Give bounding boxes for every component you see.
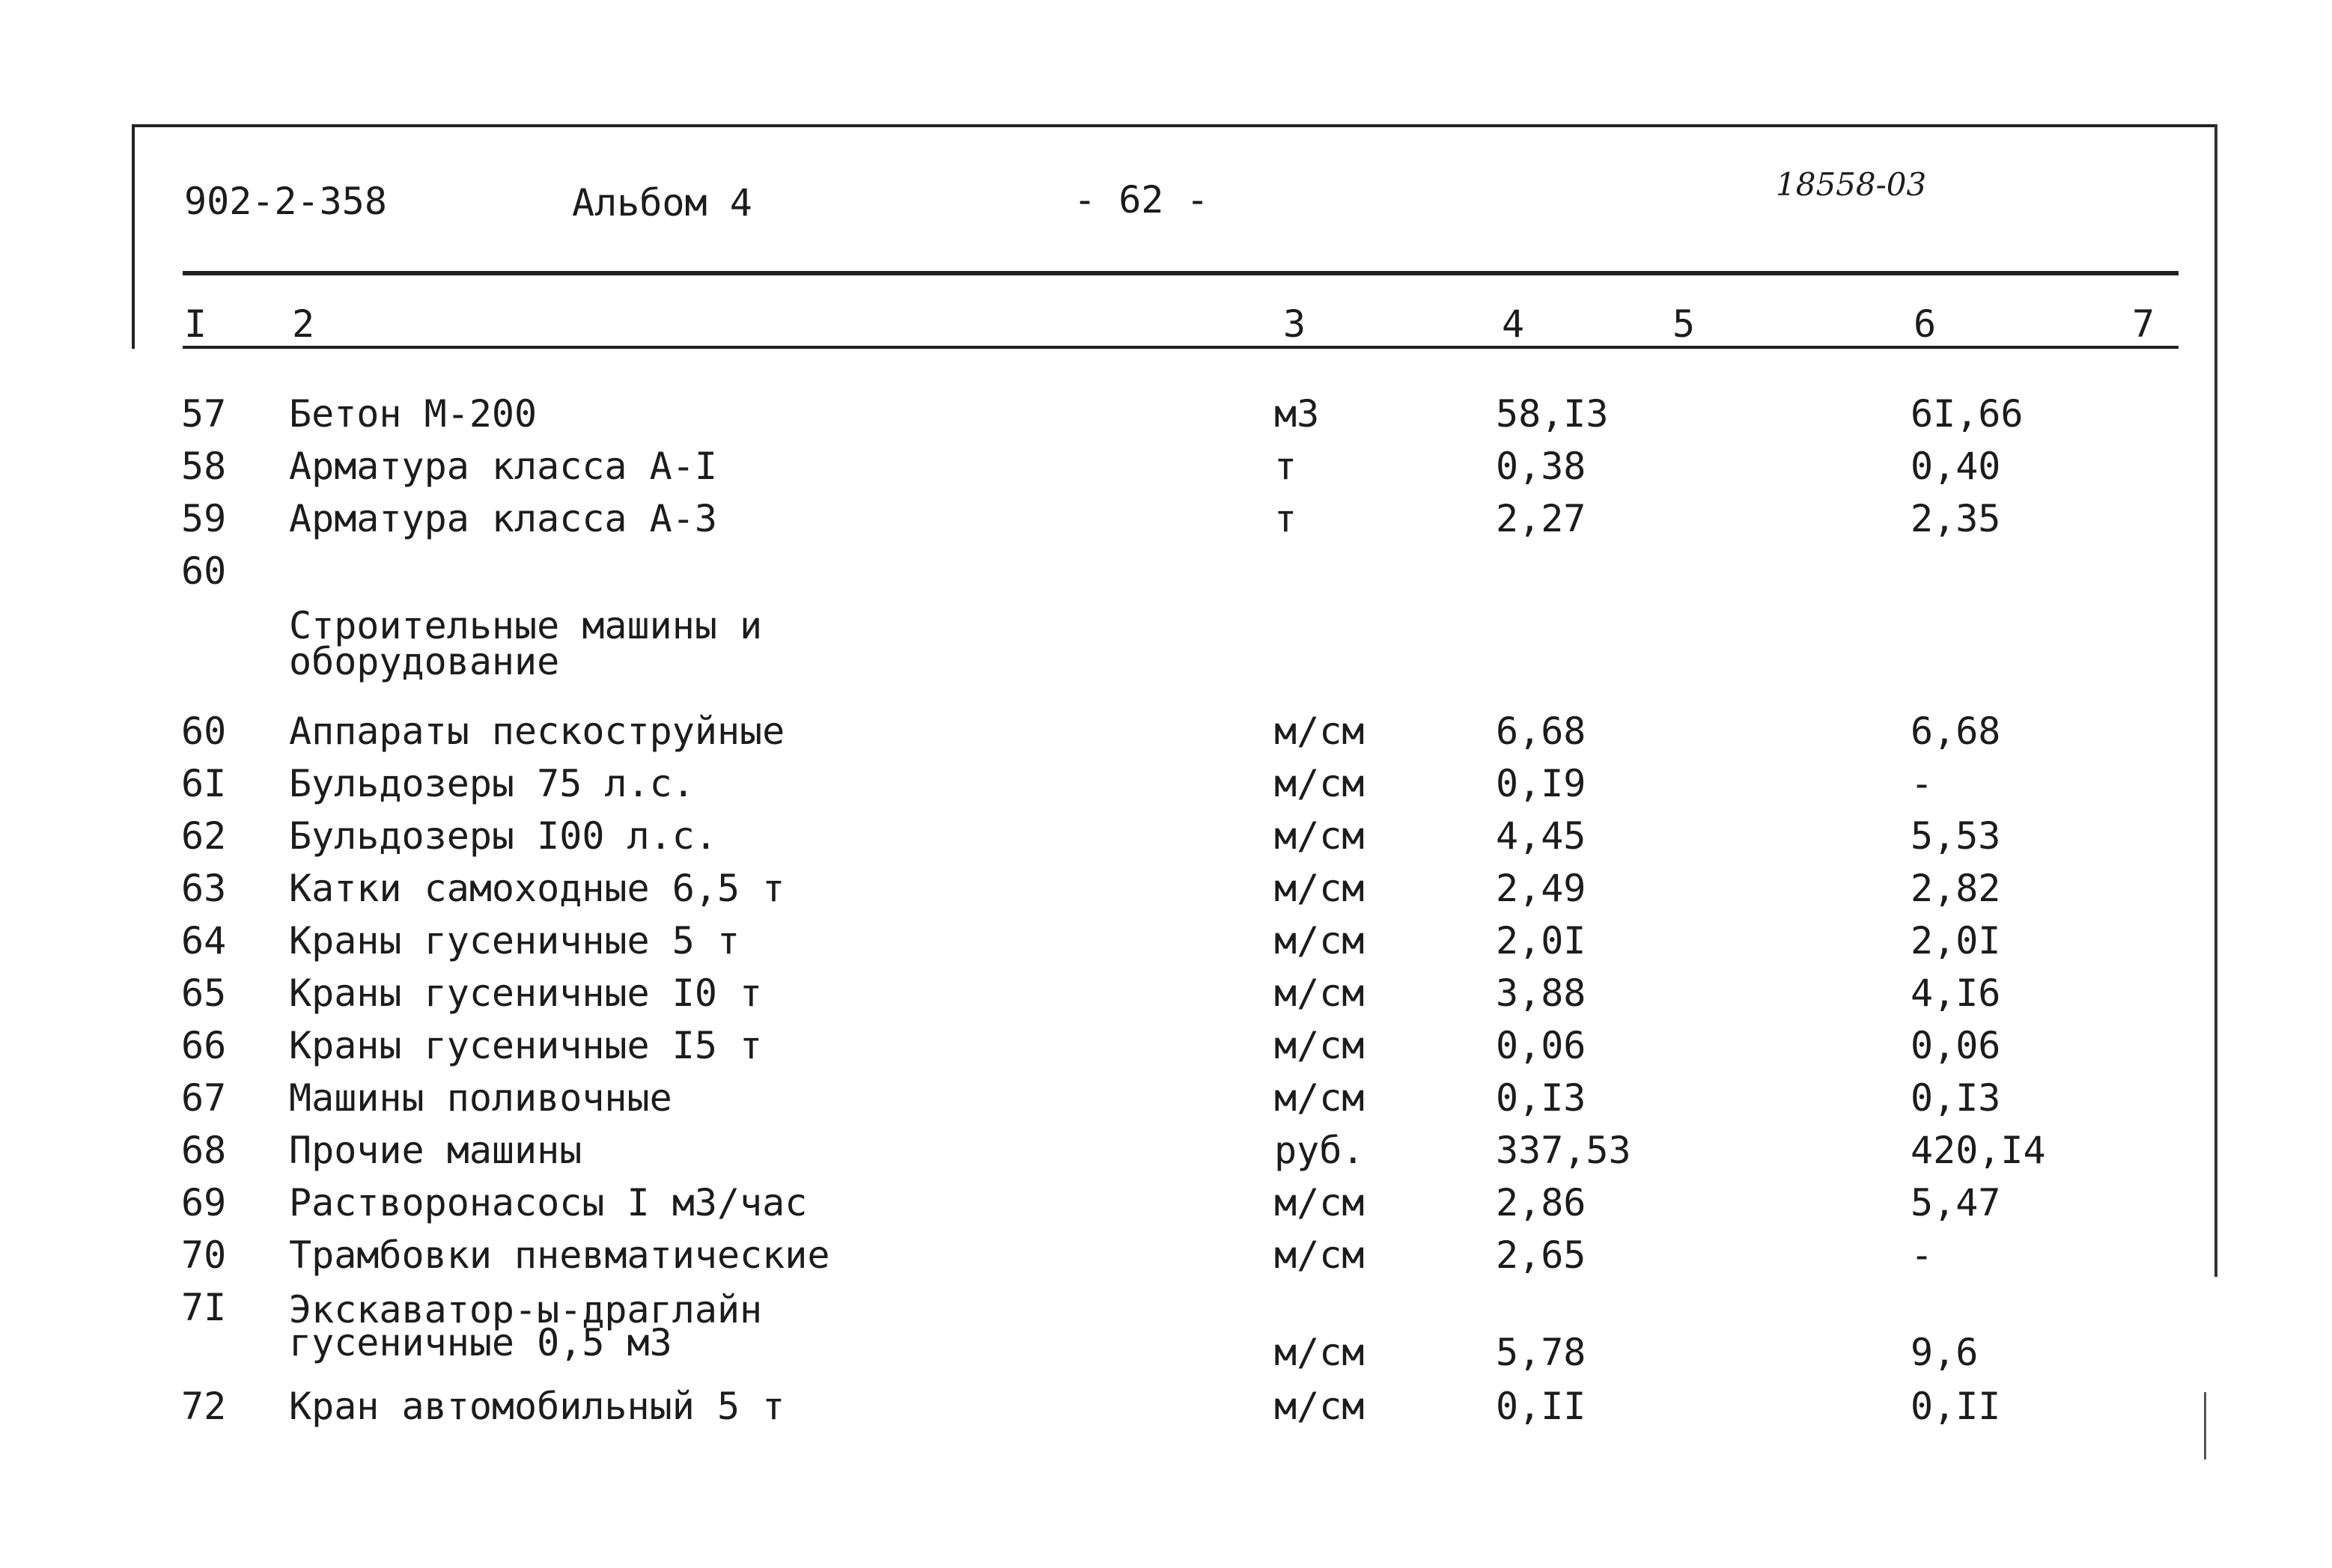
row-value-col6: 0,II: [1911, 1385, 2001, 1428]
table-row: [0, 971, 2332, 1019]
frame-top-border: [132, 124, 2217, 127]
row-value-col4: 6,68: [1496, 710, 1586, 753]
row-unit: м3: [1274, 392, 1320, 436]
row-number: 60: [181, 710, 227, 753]
table-row: [0, 1181, 2332, 1229]
column-header-divider: [183, 346, 2179, 349]
row-name: Бульдозеры I00 л.с.: [289, 814, 717, 858]
row-number: 60: [181, 549, 227, 593]
row-value-col6: 2,82: [1911, 867, 2001, 910]
row-value-col6: -: [1911, 1233, 1934, 1277]
row-number: 65: [181, 971, 227, 1015]
row-value-col6: 0,06: [1911, 1024, 2001, 1067]
row-value-col4: 0,I9: [1496, 762, 1586, 805]
document-code: 902-2-358: [184, 180, 387, 223]
row-name: Краны гусеничные I0 т: [289, 971, 763, 1015]
table-row: [0, 392, 2332, 440]
row-number: 68: [181, 1129, 227, 1172]
row-name: Прочие машины: [289, 1129, 582, 1172]
table-row: [0, 1385, 2332, 1433]
row-unit: т: [1274, 445, 1297, 488]
album-label: Альбом 4: [572, 181, 752, 225]
row-name: Бетон М-200: [289, 392, 538, 436]
row-value-col4: 2,49: [1496, 867, 1586, 910]
row-unit: м/см: [1274, 919, 1365, 963]
table-row: [0, 1233, 2332, 1281]
table-row: [0, 919, 2332, 967]
row-number: 7I: [181, 1286, 227, 1329]
row-unit: м/см: [1274, 1024, 1365, 1067]
row-value-col4: 0,II: [1496, 1385, 1586, 1428]
row-name: Арматура класса А-3: [289, 497, 717, 540]
row-name: Аппараты пескоструйные: [289, 710, 785, 753]
row-value-col4: 3,88: [1496, 971, 1586, 1015]
table-row: [0, 445, 2332, 492]
row-value-col6: 5,53: [1911, 814, 2001, 858]
row-value-col4: 2,65: [1496, 1233, 1586, 1277]
row-number: 64: [181, 919, 227, 963]
row-value-col6: 0,40: [1911, 445, 2001, 488]
row-value-col6: 5,47: [1911, 1181, 2001, 1224]
row-value-col4: 337,53: [1496, 1129, 1631, 1172]
row-number: 58: [181, 445, 227, 488]
table-row: [0, 497, 2332, 545]
column-header-1: I: [184, 302, 207, 346]
row-number: 63: [181, 867, 227, 910]
table-row: [0, 1286, 2332, 1379]
column-header-7: 7: [2132, 302, 2155, 346]
row-unit: м/см: [1274, 1181, 1365, 1224]
page-number: - 62 -: [1074, 178, 1209, 222]
row-name: Трамбовки пневматические: [289, 1233, 830, 1277]
row-name: Бульдозеры 75 л.с.: [289, 762, 695, 805]
row-name: Краны гусеничные I5 т: [289, 1024, 763, 1067]
row-value-col4: 4,45: [1496, 814, 1586, 858]
row-unit: м/см: [1274, 1076, 1365, 1120]
row-unit: м/см: [1274, 710, 1365, 753]
row-value-col6: 6,68: [1911, 710, 2001, 753]
column-header-6: 6: [1914, 302, 1937, 346]
row-value-col4: 0,I3: [1496, 1076, 1586, 1120]
row-unit: м/см: [1274, 1233, 1365, 1277]
row-value-col6: 420,I4: [1911, 1129, 2046, 1172]
row-unit: м/см: [1274, 867, 1365, 910]
row-name: Катки самоходные 6,5 т: [289, 867, 785, 910]
row-name: Арматура класса А-I: [289, 445, 717, 488]
frame-left-border: [132, 124, 135, 349]
row-number: 72: [181, 1385, 227, 1428]
row-number: 62: [181, 814, 227, 858]
row-name: Машины поливочные: [289, 1076, 672, 1120]
row-value-col6: -: [1911, 762, 1934, 805]
row-value-col6: 2,0I: [1911, 919, 2001, 963]
table-row: [0, 762, 2332, 810]
row-number: 66: [181, 1024, 227, 1067]
row-unit: руб.: [1274, 1129, 1365, 1172]
row-number: 57: [181, 392, 227, 436]
document-registration-number: 18558-03: [1776, 166, 1927, 203]
row-unit: м/см: [1274, 1331, 1365, 1374]
row-value-col4: 0,06: [1496, 1024, 1586, 1067]
row-number: 67: [181, 1076, 227, 1120]
row-value-col6: 6I,66: [1911, 392, 2024, 436]
row-unit: м/см: [1274, 762, 1365, 805]
row-number: 59: [181, 497, 227, 540]
row-unit: м/см: [1274, 814, 1365, 858]
row-value-col4: 5,78: [1496, 1331, 1586, 1374]
column-header-3: 3: [1283, 302, 1306, 346]
row-value-col4: 58,I3: [1496, 392, 1609, 436]
row-name: Кран автомобильный 5 т: [289, 1385, 785, 1428]
table-row: [0, 1024, 2332, 1072]
table-row: [0, 549, 2332, 597]
row-number: 70: [181, 1233, 227, 1277]
row-name: Растворонасосы I м3/час: [289, 1181, 808, 1224]
row-name: Краны гусеничные 5 т: [289, 919, 740, 963]
table-row: [0, 814, 2332, 862]
row-number: 6I: [181, 762, 227, 805]
column-header-2: 2: [292, 302, 315, 346]
row-unit: м/см: [1274, 1385, 1365, 1428]
row-value-col6: 9,6: [1911, 1331, 1979, 1374]
header-divider: [183, 271, 2179, 275]
row-value-col4: 2,0I: [1496, 919, 1586, 963]
table-row: [0, 1129, 2332, 1177]
column-header-5: 5: [1672, 302, 1696, 346]
row-unit: м/см: [1274, 971, 1365, 1015]
row-unit: т: [1274, 497, 1297, 540]
row-value-col4: 0,38: [1496, 445, 1586, 488]
table-row: [0, 1076, 2332, 1124]
row-value-col6: 2,35: [1911, 497, 2001, 540]
row-name-line-2: гусеничные 0,5 м3: [289, 1321, 672, 1364]
row-value-col6: 0,I3: [1911, 1076, 2001, 1120]
row-value-col4: 2,86: [1496, 1181, 1586, 1224]
column-header-4: 4: [1502, 302, 1525, 346]
row-value-col4: 2,27: [1496, 497, 1586, 540]
row-name-line-1: Экскаватор-ы-драглайн: [289, 1288, 763, 1331]
row-value-col6: 4,I6: [1911, 971, 2001, 1015]
table-row: [0, 710, 2332, 757]
section-title: Строительные машины и оборудование: [289, 604, 763, 683]
table-row: [0, 867, 2332, 915]
row-number: 69: [181, 1181, 227, 1224]
